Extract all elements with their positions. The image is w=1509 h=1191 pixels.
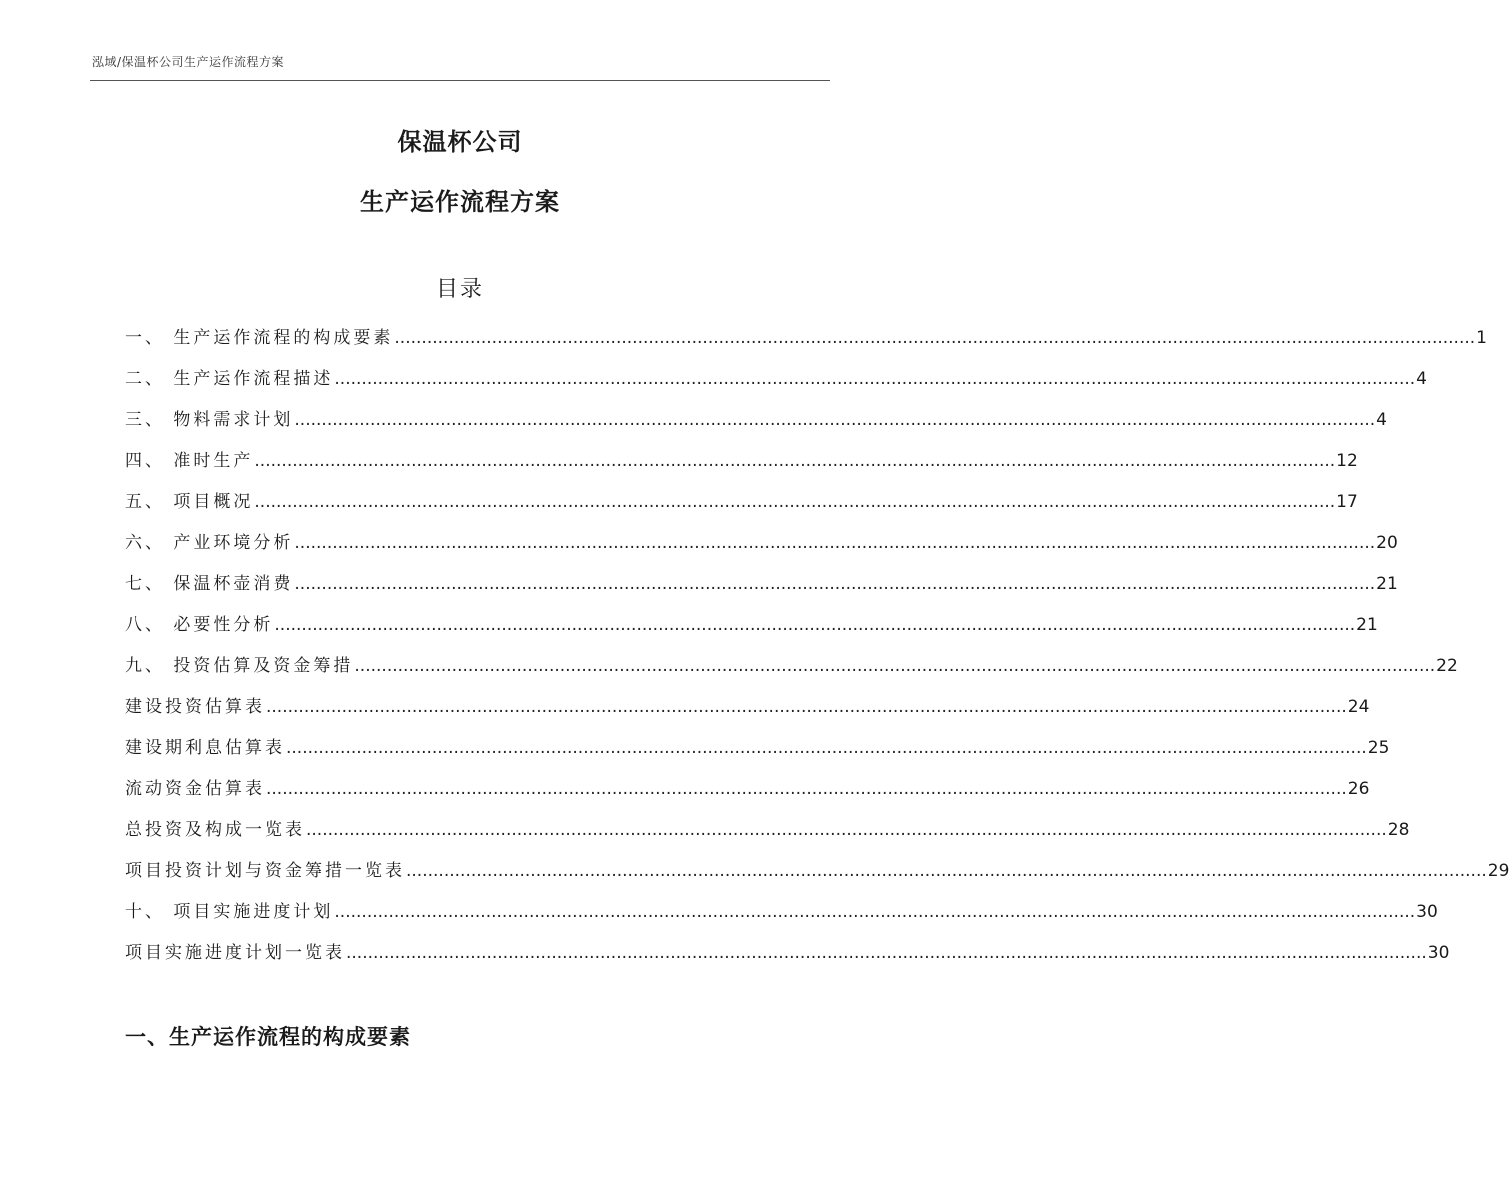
toc-entry-page: 25 [1367,738,1390,758]
toc-leader-dots: ........................................................................................................................................................................................................ [274,615,1356,635]
toc-leader-dots: ........................................................................................................................................................................................................ [266,697,1347,717]
toc-leader-dots: ........................................................................................................................................................................................................ [306,820,1387,840]
toc-entry-page: 1 [1476,328,1487,348]
toc-entry[interactable] [125,405,1387,446]
toc-entry-page: 26 [1347,779,1370,799]
toc-entry-label: 二、 生产运作流程描述 [125,369,334,389]
toc-entry-label: 九、 投资估算及资金筹措 [125,656,354,676]
toc-entry-label: 五、 项目概况 [125,492,254,512]
toc-entry-label: 流动资金估算表 [125,779,265,799]
toc-entry[interactable] [125,938,1450,979]
toc-entry-page: 17 [1336,492,1358,512]
toc-entry[interactable] [125,364,1427,405]
document-title-subject: 生产运作流程方案 [360,188,560,216]
toc-leader-dots: ........................................................................................................................................................................................................ [254,492,1336,512]
toc-entry-page: 28 [1387,820,1410,840]
toc-entry[interactable] [125,323,1487,364]
toc-entry-label: 项目实施进度计划一览表 [125,943,345,963]
toc-entry-label: 三、 物料需求计划 [125,410,294,430]
toc-entry[interactable] [125,446,1358,487]
toc-entry-label: 一、 生产运作流程的构成要素 [125,328,394,348]
toc-entry-page: 30 [1427,943,1450,963]
table-of-contents [125,323,1509,979]
toc-entry-page: 4 [1376,410,1387,430]
toc-entry-label: 建设投资估算表 [125,697,265,717]
toc-entry[interactable] [125,528,1398,569]
running-header: 泓域/保温杯公司生产运作流程方案 [92,55,285,69]
toc-leader-dots: ........................................................................................................................................................................................................ [346,943,1427,963]
toc-leader-dots: ........................................................................................................................................................................................................ [354,656,1436,676]
toc-leader-dots: ........................................................................................................................................................................................................ [286,738,1367,758]
toc-leader-dots: ........................................................................................................................................................................................................ [294,533,1376,553]
toc-entry-label: 六、 产业环境分析 [125,533,294,553]
toc-entry[interactable] [125,733,1390,774]
toc-entry[interactable] [125,897,1438,938]
toc-entry[interactable] [125,815,1410,856]
toc-entry-label: 四、 准时生产 [125,451,254,471]
toc-entry-page: 20 [1376,533,1398,553]
toc-leader-dots: ........................................................................................................................................................................................................ [266,779,1347,799]
toc-leader-dots: ........................................................................................................................................................................................................ [294,410,1376,430]
toc-entry-page: 24 [1347,697,1370,717]
document-title-company: 保温杯公司 [397,128,523,156]
toc-entry-label: 八、 必要性分析 [125,615,274,635]
toc-entry-label: 建设期利息估算表 [125,738,285,758]
toc-entry-page: 29 [1487,861,1509,881]
toc-leader-dots: ........................................................................................................................................................................................................ [334,902,1416,922]
toc-entry-label: 项目投资计划与资金筹措一览表 [125,861,405,881]
toc-entry-label: 七、 保温杯壶消费 [125,574,294,594]
section-heading: 一、生产运作流程的构成要素 [125,1025,411,1049]
toc-entry[interactable] [125,692,1370,733]
toc-entry[interactable] [125,569,1398,610]
header-divider [90,80,830,81]
toc-entry-page: 21 [1356,615,1378,635]
toc-leader-dots: ........................................................................................................................................................................................................ [334,369,1416,389]
toc-entry[interactable] [125,651,1458,692]
toc-entry[interactable] [125,487,1358,528]
toc-entry-page: 4 [1416,369,1427,389]
toc-entry-label: 十、 项目实施进度计划 [125,902,334,922]
toc-entry[interactable] [125,774,1370,815]
toc-leader-dots: ........................................................................................................................................................................................................ [254,451,1336,471]
toc-entry-page: 30 [1416,902,1438,922]
toc-entry[interactable] [125,856,1509,897]
toc-entry-page: 22 [1436,656,1458,676]
toc-entry-page: 12 [1336,451,1358,471]
toc-entry[interactable] [125,610,1378,651]
toc-entry-label: 总投资及构成一览表 [125,820,305,840]
toc-entry-page: 21 [1376,574,1398,594]
toc-leader-dots: ........................................................................................................................................................................................................ [294,574,1376,594]
toc-heading: 目录 [435,277,484,302]
toc-leader-dots: ........................................................................................................................................................................................................ [406,861,1487,881]
toc-leader-dots: ........................................................................................................................................................................................................ [394,328,1476,348]
